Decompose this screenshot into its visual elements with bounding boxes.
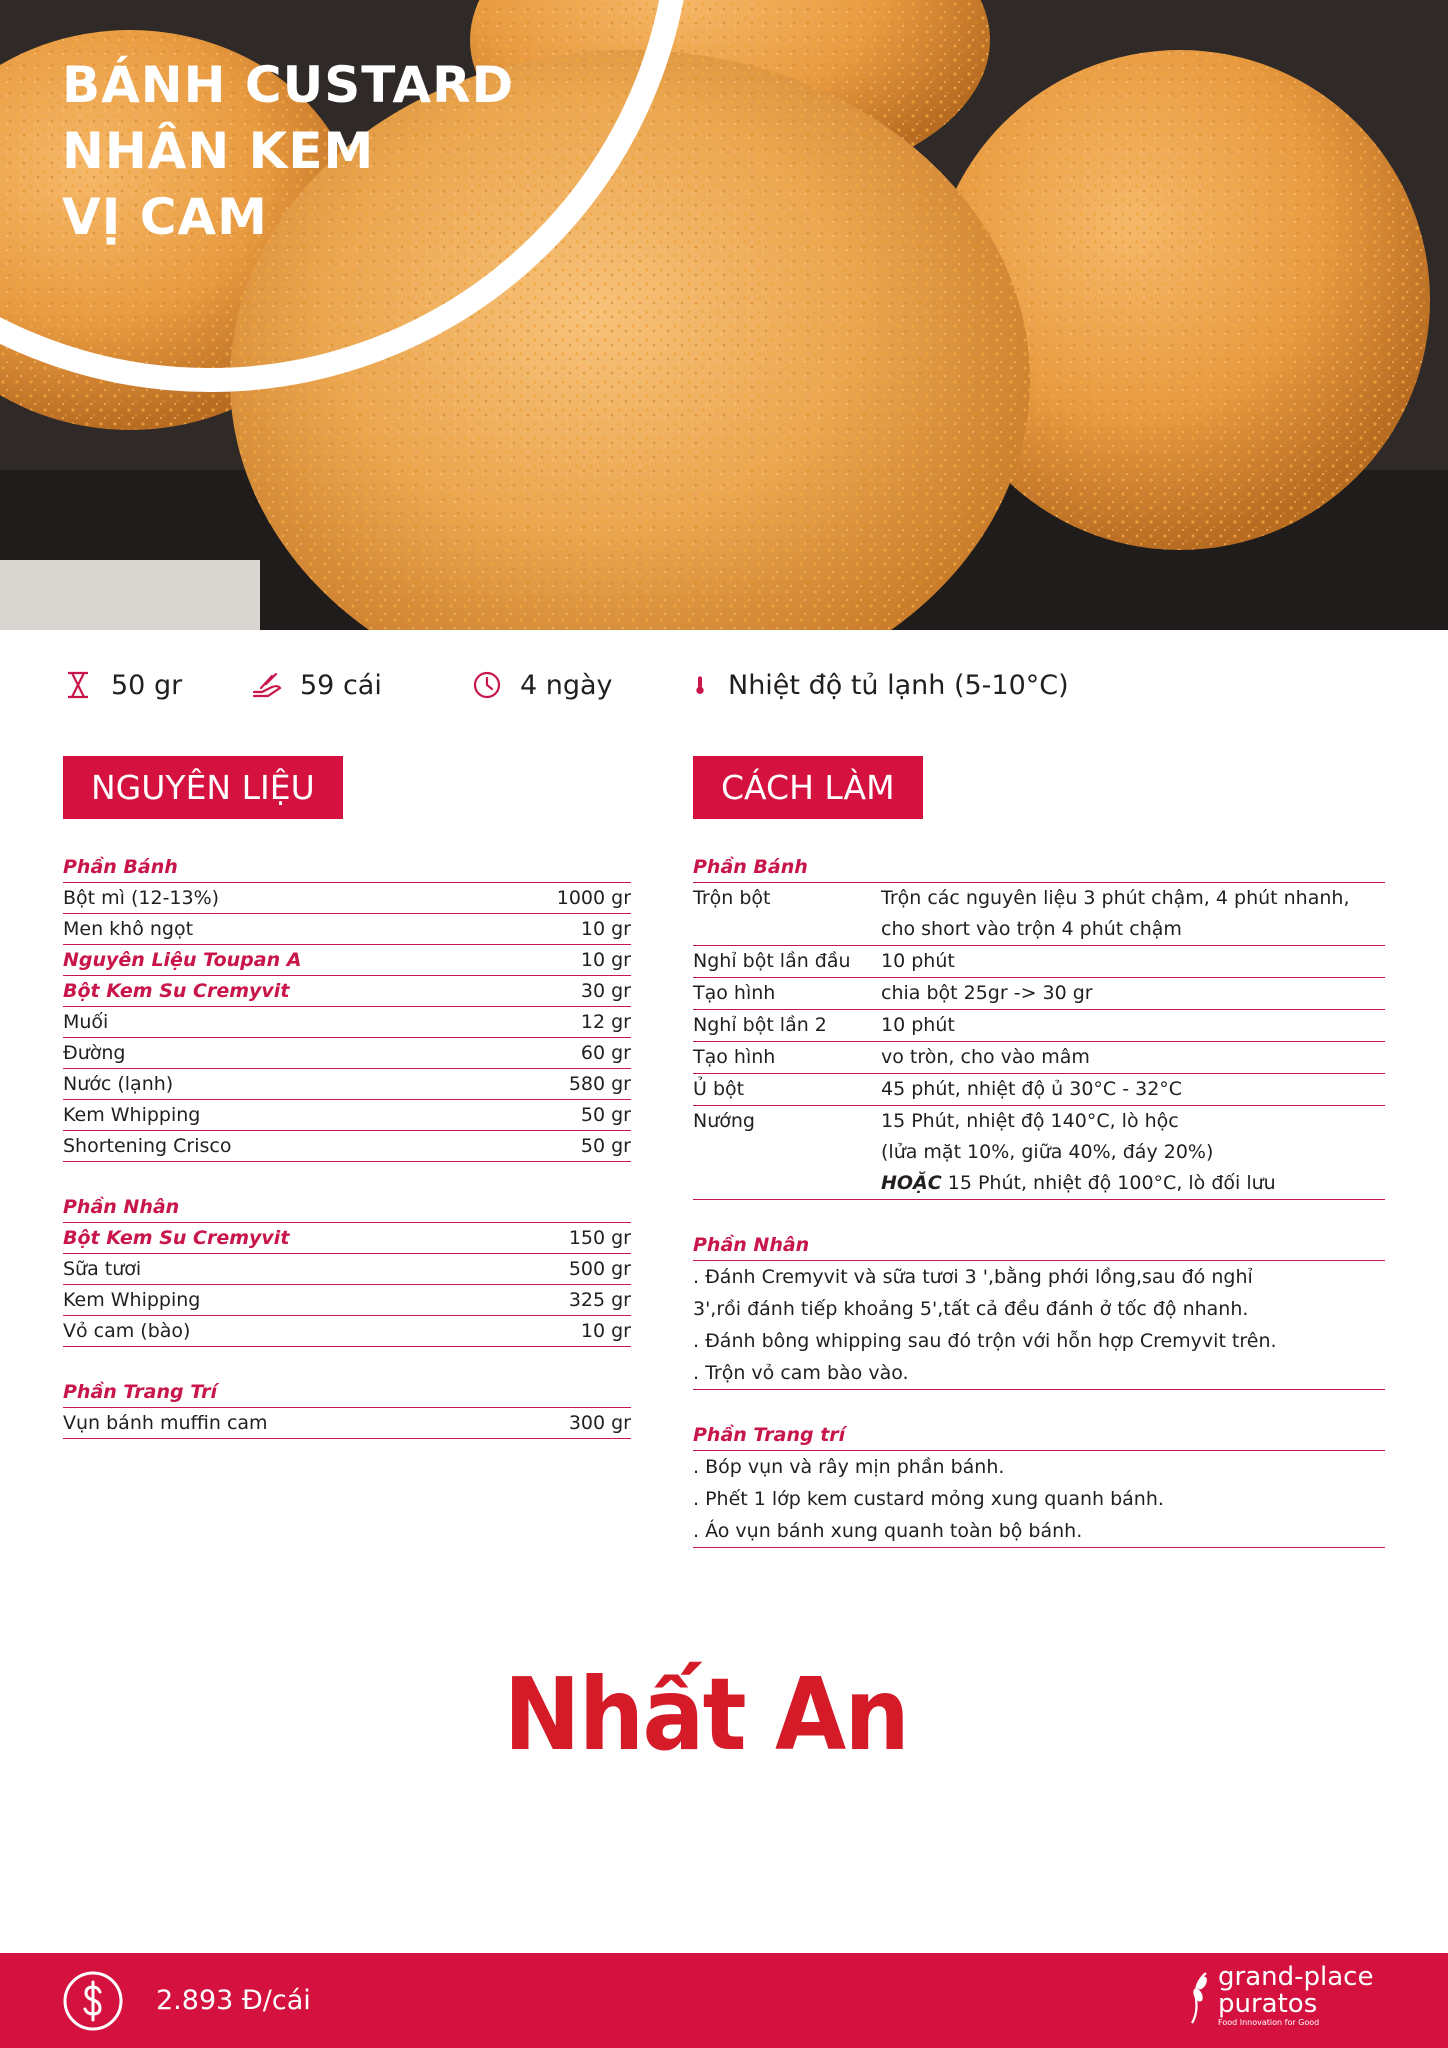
- decoration-instructions: [693, 1451, 1385, 1548]
- step-line: chia bột 25gr -> 30 gr: [881, 982, 1093, 1004]
- hero-photo: [0, 0, 1448, 630]
- step-row: [693, 978, 1385, 1010]
- ingredient-qty: 12 gr: [580, 1011, 631, 1033]
- instruction-line: 3',rồi đánh tiếp khoảng 5',tất cả đều đánh ở tốc độ nhanh.: [693, 1298, 1249, 1320]
- brand-line-1: grand-place: [1218, 1962, 1374, 1992]
- ingredient-row: [63, 1038, 631, 1069]
- weight-value: 50 gr: [111, 669, 183, 701]
- step-line: 45 phút, nhiệt độ ủ 30°C - 32°C: [881, 1078, 1183, 1100]
- ingredient-qty: 60 gr: [580, 1042, 631, 1064]
- ingredient-row: [63, 883, 631, 914]
- ingredient-name: Shortening Crisco: [63, 1135, 232, 1157]
- step-label: Nướng: [693, 1110, 755, 1132]
- title-line-3: VỊ CAM: [62, 188, 268, 246]
- filling-instructions: [693, 1261, 1385, 1390]
- instruction-line: . Trộn vỏ cam bào vào.: [693, 1362, 909, 1384]
- ingredient-name: Bột Kem Su Cremyvit: [63, 980, 290, 1002]
- ingredient-qty: 10 gr: [580, 949, 631, 971]
- hand-icon: [252, 670, 282, 700]
- ingredient-row: [63, 1007, 631, 1038]
- wheat-icon: [1184, 1969, 1214, 2027]
- ingredient-row: [63, 914, 631, 945]
- step-label: Tạo hình: [693, 1046, 776, 1068]
- scale-icon: [63, 670, 93, 700]
- recipe-title: [62, 52, 514, 250]
- step-text: [881, 1042, 1385, 1073]
- stats-row: [0, 660, 1448, 710]
- ingredient-qty: 50 gr: [580, 1135, 631, 1157]
- step-line-alt: [881, 1168, 1385, 1199]
- step-text: [881, 978, 1385, 1009]
- method-heading: CÁCH LÀM: [693, 756, 923, 819]
- ingredient-name: Đường: [63, 1042, 126, 1064]
- step-label: Nghỉ bột lần 2: [693, 1014, 827, 1036]
- ingredient-qty: 150 gr: [568, 1227, 631, 1249]
- section-title: Phần Nhân: [693, 1230, 1385, 1261]
- price-per-piece: 2.893 Đ/cái: [156, 1985, 311, 2016]
- step-label: Trộn bột: [693, 887, 771, 909]
- section-title: Phần Trang trí: [693, 1420, 1385, 1451]
- ingredient-row: [63, 1408, 631, 1439]
- step-line: Trộn các nguyên liệu 3 phút chậm, 4 phút nhanh,: [881, 887, 1350, 909]
- ingredients-list: [63, 852, 631, 1439]
- ingredient-name: Kem Whipping: [63, 1289, 201, 1311]
- step-line: 10 phút: [881, 950, 955, 972]
- step-row: [693, 1074, 1385, 1106]
- ingredient-row: [63, 976, 631, 1007]
- ingredient-qty: 10 gr: [580, 1320, 631, 1342]
- brand-line-2: puratos: [1218, 1989, 1318, 2019]
- step-line: cho short vào trộn 4 phút chậm: [881, 918, 1182, 940]
- ingredient-qty: 580 gr: [568, 1073, 631, 1095]
- step-line: vo tròn, cho vào mâm: [881, 1046, 1090, 1068]
- ingredient-row: [63, 1316, 631, 1347]
- thermometer-icon: [690, 670, 710, 700]
- ingredient-row: [63, 1069, 631, 1100]
- ingredients-heading: NGUYÊN LIỆU: [63, 756, 343, 819]
- ingredient-name: Bột Kem Su Cremyvit: [63, 1227, 290, 1249]
- ingredient-row: [63, 1223, 631, 1254]
- shelf-life-value: 4 ngày: [520, 669, 613, 701]
- ingredient-name: Vụn bánh muffin cam: [63, 1412, 268, 1434]
- ingredient-qty: 325 gr: [568, 1289, 631, 1311]
- ingredient-qty: 30 gr: [580, 980, 631, 1002]
- ingredient-row: [63, 1131, 631, 1162]
- step-label: Nghỉ bột lần đầu: [693, 950, 851, 972]
- step-label: Ủ bột: [693, 1078, 745, 1100]
- step-row: [693, 883, 1385, 946]
- instruction-line: . Bóp vụn và rây mịn phần bánh.: [693, 1456, 1005, 1478]
- count-value: 59 cái: [300, 669, 382, 701]
- method-list: [693, 852, 1385, 1548]
- ingredient-qty: 500 gr: [568, 1258, 631, 1280]
- step-row: [693, 946, 1385, 978]
- title-line-1: BÁNH CUSTARD: [62, 56, 515, 114]
- alt-keyword: HOẶC: [881, 1172, 942, 1194]
- instruction-line: . Đánh Cremyvit và sữa tươi 3 ',bằng phới lồng,sau đó nghỉ: [693, 1266, 1253, 1288]
- ingredient-row: [63, 1254, 631, 1285]
- step-text: [881, 1010, 1385, 1041]
- step-label: Tạo hình: [693, 982, 776, 1004]
- stat-count: [252, 660, 382, 710]
- ingredient-name: Nguyên Liệu Toupan A: [63, 949, 302, 971]
- step-row: [693, 1042, 1385, 1074]
- nhat-an-logo: [458, 1655, 954, 1775]
- ingredient-name: Nước (lạnh): [63, 1073, 174, 1095]
- ingredient-qty: 1000 gr: [556, 887, 631, 909]
- step-row: [693, 1010, 1385, 1042]
- ingredient-row: [63, 1285, 631, 1316]
- step-row: [693, 1106, 1385, 1200]
- brand-tagline: Food Innovation for Good: [1218, 2018, 1320, 2027]
- alt-text: 15 Phút, nhiệt độ 100°C, lò đối lưu: [941, 1172, 1276, 1194]
- ingredient-qty: 10 gr: [580, 918, 631, 940]
- instruction-line: . Phết 1 lớp kem custard mỏng xung quanh bánh.: [693, 1488, 1164, 1510]
- clock-icon: [472, 670, 502, 700]
- stat-weight: [63, 660, 182, 710]
- ingredient-qty: 300 gr: [568, 1412, 631, 1434]
- instruction-line: . Đánh bông whipping sau đó trộn với hỗn hợp Cremyvit trên.: [693, 1330, 1277, 1352]
- logo-text: Nhất An: [503, 1656, 909, 1773]
- footer-bar: [0, 1953, 1448, 2048]
- stat-storage: [690, 660, 1069, 710]
- dollar-icon: [62, 1970, 124, 2032]
- title-line-2: NHÂN KEM: [62, 122, 375, 180]
- ingredient-name: Sữa tươi: [63, 1258, 142, 1280]
- ingredient-name: Kem Whipping: [63, 1104, 201, 1126]
- step-text: [881, 1074, 1385, 1105]
- ingredient-name: Muối: [63, 1011, 109, 1033]
- ingredient-row: [63, 945, 631, 976]
- section-title: Phần Trang Trí: [63, 1377, 631, 1408]
- ingredient-name: Men khô ngọt: [63, 918, 194, 940]
- step-line: 15 Phút, nhiệt độ 140°C, lò hộc: [881, 1110, 1179, 1132]
- ingredient-name: Bột mì (12-13%): [63, 887, 220, 909]
- ingredient-qty: 50 gr: [580, 1104, 631, 1126]
- stat-shelf-life: [472, 660, 613, 710]
- section-title: Phần Bánh: [693, 852, 1385, 883]
- section-title: Phần Bánh: [63, 852, 631, 883]
- ingredient-row: [63, 1100, 631, 1131]
- step-line: 10 phút: [881, 1014, 955, 1036]
- step-text: [881, 883, 1385, 945]
- puratos-brand: [1180, 1963, 1390, 2029]
- storage-value: Nhiệt độ tủ lạnh (5-10°C): [728, 669, 1069, 701]
- step-text: [881, 946, 1385, 977]
- ingredient-name: Vỏ cam (bào): [63, 1320, 191, 1342]
- step-text: [881, 1106, 1385, 1199]
- step-line: (lửa mặt 10%, giữa 40%, đáy 20%): [881, 1141, 1214, 1163]
- instruction-line: . Áo vụn bánh xung quanh toàn bộ bánh.: [693, 1520, 1083, 1542]
- section-title: Phần Nhân: [63, 1192, 631, 1223]
